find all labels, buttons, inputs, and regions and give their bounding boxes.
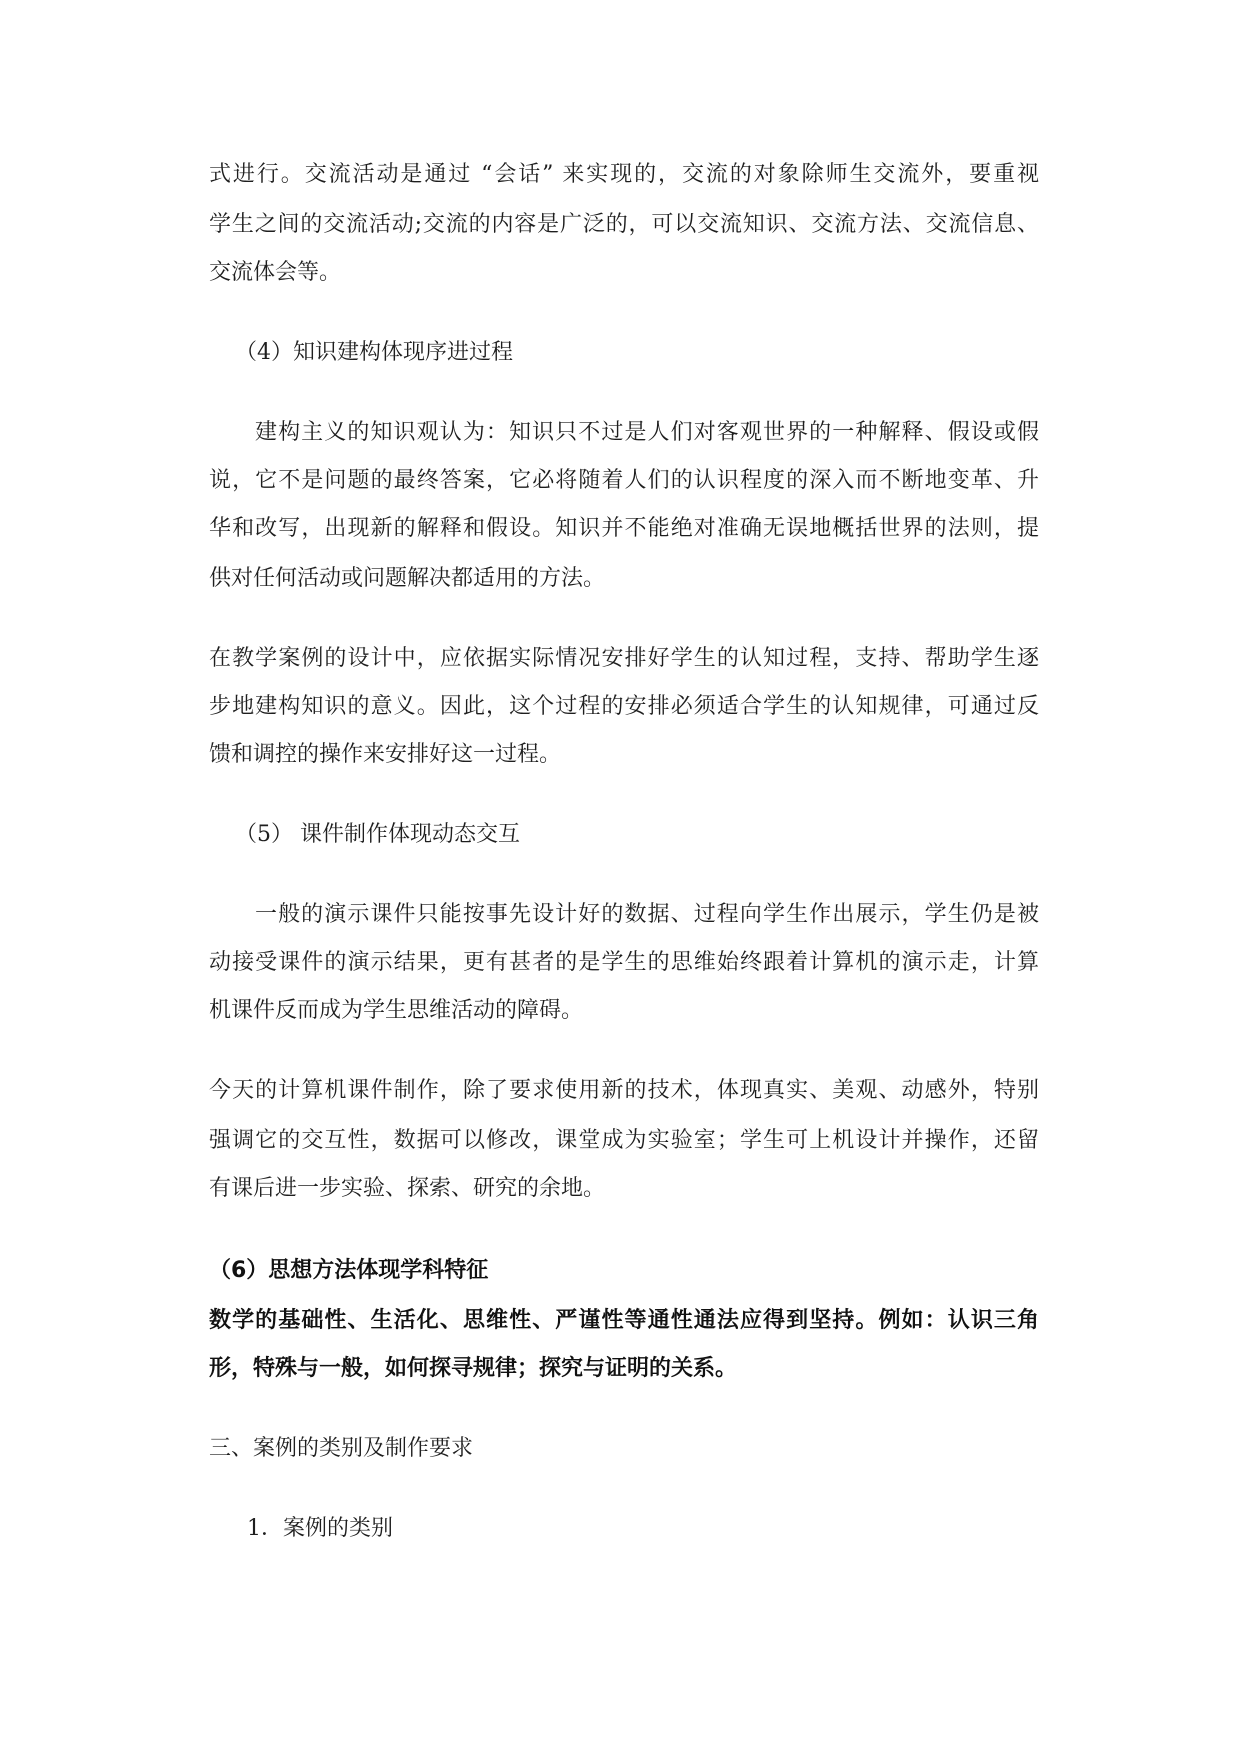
paragraph-line: 今天的计算机课件制作，除了要求使用新的技术，体现真实、美观、动感外，特别 <box>209 1078 1039 1103</box>
paragraph-line: 步地建构知识的意义。因此，这个过程的安排必须适合学生的认知规律，可通过反 <box>209 694 1039 719</box>
paragraph-line: 学生之间的交流活动;交流的内容是广泛的，可以交流知识、交流方法、交流信息、 <box>209 212 1039 237</box>
paragraph-line: 馈和调控的操作来安排好这一过程。 <box>209 742 562 767</box>
section-title-3: 三、案例的类别及制作要求 <box>209 1436 474 1461</box>
paragraph-line: 有课后进一步实验、探索、研究的余地。 <box>209 1176 606 1201</box>
paragraph-line: 建构主义的知识观认为：知识只不过是人们对客观世界的一种解释、假设或假 <box>255 420 1039 445</box>
subsection-title-1: 1．案例的类别 <box>247 1516 393 1541</box>
section-heading-4: （4）知识建构体现序进过程 <box>235 340 513 365</box>
paragraph-line-bold: 形，特殊与一般，如何探寻规律；探究与证明的关系。 <box>209 1356 738 1381</box>
paragraph-line: 说，它不是问题的最终答案，它必将随着人们的认识程度的深入而不断地变革、升 <box>209 468 1039 493</box>
section-heading-5: （5） 课件制作体现动态交互 <box>235 822 520 847</box>
paragraph-line: 一般的演示课件只能按事先设计好的数据、过程向学生作出展示，学生仍是被 <box>255 902 1039 927</box>
paragraph-line: 供对任何活动或问题解决都适用的方法。 <box>209 566 606 591</box>
paragraph-line: 在教学案例的设计中，应依据实际情况安排好学生的认知过程，支持、帮助学生逐 <box>209 646 1039 671</box>
paragraph-line-bold: 数学的基础性、生活化、思维性、严谨性等通性通法应得到坚持。例如：认识三角 <box>209 1308 1039 1333</box>
paragraph-line: 交流体会等。 <box>209 260 342 285</box>
paragraph-line: 强调它的交互性，数据可以修改，课堂成为实验室；学生可上机设计并操作，还留 <box>209 1128 1039 1153</box>
paragraph-line: 华和改写，出现新的解释和假设。知识并不能绝对准确无误地概括世界的法则，提 <box>209 516 1039 541</box>
section-heading-6: （6）思想方法体现学科特征 <box>209 1258 489 1283</box>
paragraph-line: 动接受课件的演示结果，更有甚者的是学生的思维始终跟着计算机的演示走，计算 <box>209 950 1039 975</box>
paragraph-line: 式进行。交流活动是通过 “会话” 来实现的，交流的对象除师生交流外，要重视 <box>209 162 1039 187</box>
paragraph-line: 机课件反而成为学生思维活动的障碍。 <box>209 998 584 1023</box>
